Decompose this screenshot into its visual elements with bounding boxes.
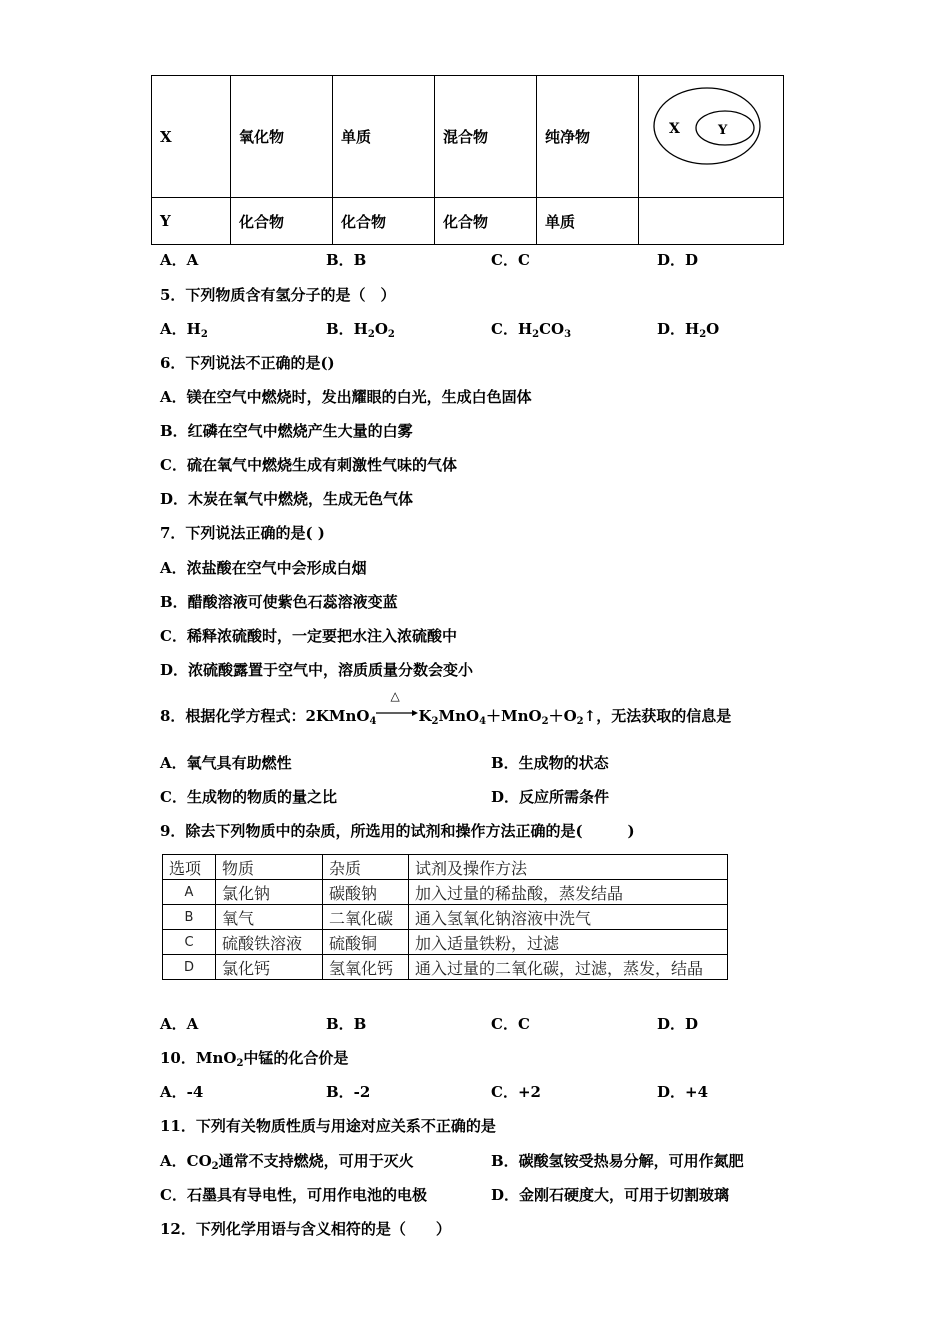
reaction-arrow	[376, 689, 418, 721]
q10-option-a[interactable]: A．-4	[160, 1083, 204, 1101]
q10-option-b[interactable]: B．-2	[326, 1083, 371, 1101]
venn-label-x: X	[669, 121, 680, 137]
table-row	[163, 905, 728, 930]
q4-cell: 单质	[537, 198, 639, 245]
q9-cell: 氧气	[216, 905, 323, 930]
q6-stem: 6．下列说法不正确的是()	[160, 354, 335, 372]
q11-option-b[interactable]: B．碳酸氢铵受热易分解，可用作氮肥	[491, 1152, 744, 1170]
q4-cell-empty	[639, 198, 784, 245]
q4-cell: Y	[152, 198, 231, 245]
q5-option-d[interactable]: D．$H_2O$	[657, 320, 720, 340]
q10-option-d[interactable]: D．+4	[657, 1083, 709, 1101]
q4-option-a[interactable]: A．A	[160, 251, 199, 269]
q9-cell: B	[163, 905, 216, 930]
q8-option-d[interactable]: D．反应所需条件	[491, 788, 610, 806]
q4-venn-cell	[639, 76, 784, 198]
q10-stem: 10．MnO$_2$中锰的化合价是	[160, 1049, 349, 1069]
q12-stem: 12．下列化学用语与含义相符的是（ ）	[160, 1220, 451, 1238]
q9-cell: 氢氧化钙	[323, 955, 409, 980]
q4-cell: 化合物	[435, 198, 537, 245]
q4-table	[151, 75, 784, 245]
venn-diagram	[639, 76, 783, 197]
q9-cell: C	[163, 930, 216, 955]
q9-cell: 硫酸铁溶液	[216, 930, 323, 955]
q7-option-a[interactable]: A．浓盐酸在空气中会形成白烟	[160, 559, 367, 577]
q7-option-c[interactable]: C．稀释浓硫酸时，一定要把水注入浓硫酸中	[160, 627, 457, 645]
q4-cell: 氧化物	[231, 76, 333, 198]
q8-stem: 8．根据化学方程式：2KMnO$_4$ △ $K_2MnO_4+MnO_2+O_2↑$，无法获取的信息是	[160, 689, 732, 727]
venn-label-y: Y	[718, 123, 728, 138]
q4-option-c[interactable]: C．C	[491, 251, 530, 269]
q9-cell: 通入过量的二氧化碳，过滤，蒸发，结晶	[409, 955, 728, 980]
q6-option-a[interactable]: A．镁在空气中燃烧时，发出耀眼的白光，生成白色固体	[160, 388, 532, 406]
q4-option-b[interactable]: B．B	[326, 251, 367, 269]
q9-header-cell: 试剂及操作方法	[409, 855, 728, 880]
table-row	[163, 930, 728, 955]
table-row	[163, 855, 728, 880]
q11-option-a[interactable]: A．$CO_2$通常不支持燃烧，可用于灭火	[160, 1152, 414, 1172]
q4-cell: 纯净物	[537, 76, 639, 198]
q9-cell: A	[163, 880, 216, 905]
q11-stem: 11．下列有关物质性质与用途对应关系不正确的是	[160, 1117, 496, 1135]
q9-option-b[interactable]: B．B	[326, 1015, 367, 1033]
q9-option-a[interactable]: A．A	[160, 1015, 199, 1033]
q9-cell: 加入过量的稀盐酸，蒸发结晶	[409, 880, 728, 905]
q4-option-d[interactable]: D．D	[657, 251, 699, 269]
q4-cell: 单质	[333, 76, 435, 198]
q4-cell: 混合物	[435, 76, 537, 198]
heat-condition-icon: △	[390, 689, 400, 703]
q6-option-c[interactable]: C．硫在氧气中燃烧生成有刺激性气味的气体	[160, 456, 457, 474]
q4-cell: 化合物	[231, 198, 333, 245]
q8-option-c[interactable]: C．生成物的物质的量之比	[160, 788, 337, 806]
q7-option-b[interactable]: B．醋酸溶液可使紫色石蕊溶液变蓝	[160, 593, 398, 611]
q9-cell: 氯化钙	[216, 955, 323, 980]
q8-option-a[interactable]: A．氧气具有助燃性	[160, 754, 292, 772]
q9-option-c[interactable]: C．C	[491, 1015, 530, 1033]
q5-option-a[interactable]: A．$H_2$	[160, 320, 208, 340]
q9-header-cell: 杂质	[323, 855, 409, 880]
q5-option-b[interactable]: B．$H_2O_2$	[326, 320, 395, 340]
q9-header-cell: 选项	[163, 855, 216, 880]
q9-cell: 碳酸钠	[323, 880, 409, 905]
q11-option-d[interactable]: D．金刚石硬度大，可用于切割玻璃	[491, 1186, 730, 1204]
q5-stem: 5．下列物质含有氢分子的是（ ）	[160, 286, 396, 304]
q6-option-d[interactable]: D．木炭在氧气中燃烧，生成无色气体	[160, 490, 414, 508]
q9-cell: 加入适量铁粉，过滤	[409, 930, 728, 955]
q7-stem: 7．下列说法正确的是( )	[160, 524, 325, 542]
q4-cell: 化合物	[333, 198, 435, 245]
q6-option-b[interactable]: B．红磷在空气中燃烧产生大量的白雾	[160, 422, 413, 440]
q9-cell: 硫酸铜	[323, 930, 409, 955]
q9-option-d[interactable]: D．D	[657, 1015, 699, 1033]
q9-cell: D	[163, 955, 216, 980]
q7-option-d[interactable]: D．浓硫酸露置于空气中，溶质质量分数会变小	[160, 661, 474, 679]
q10-option-c[interactable]: C．+2	[491, 1083, 541, 1101]
q9-cell: 通入氢氧化钠溶液中洗气	[409, 905, 728, 930]
q9-table	[162, 854, 728, 980]
q9-cell: 二氧化碳	[323, 905, 409, 930]
q11-option-c[interactable]: C．石墨具有导电性，可用作电池的电极	[160, 1186, 427, 1204]
q8-option-b[interactable]: B．生成物的状态	[491, 754, 609, 772]
table-row	[163, 955, 728, 980]
q9-header-cell: 物质	[216, 855, 323, 880]
q9-stem: 9．除去下列物质中的杂质，所选用的试剂和操作方法正确的是( )	[160, 822, 635, 840]
q9-cell: 氯化钠	[216, 880, 323, 905]
table-row	[163, 880, 728, 905]
q4-cell: X	[152, 76, 231, 198]
q5-option-c[interactable]: C．$H_2CO_3$	[491, 320, 572, 340]
arrow-icon	[376, 708, 418, 718]
